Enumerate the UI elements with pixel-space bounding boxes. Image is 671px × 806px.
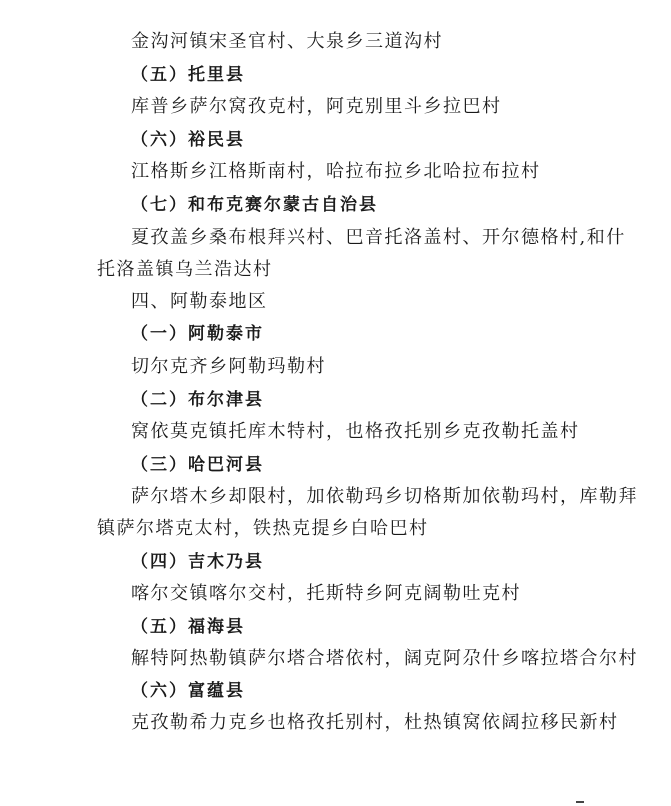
village-list-line: 夏孜盖乡桑布根拜兴村、巴音托洛盖村、开尔德格村,和什 bbox=[131, 227, 626, 248]
county-heading: （二）布尔津县 bbox=[131, 390, 264, 410]
region-heading: 四、阿勒泰地区 bbox=[131, 291, 268, 312]
village-list-line: 江格斯乡江格斯南村，哈拉布拉乡北哈拉布拉村 bbox=[131, 161, 541, 182]
county-heading: （一）阿勒泰市 bbox=[131, 324, 264, 344]
village-list-line: 金沟河镇宋圣官村、大泉乡三道沟村 bbox=[131, 31, 443, 52]
county-heading: （六）裕民县 bbox=[131, 130, 245, 150]
village-list-line: 解特阿热勒镇萨尔塔合塔依村，阔克阿尕什乡喀拉塔合尔村 bbox=[131, 648, 638, 669]
county-heading: （四）吉木乃县 bbox=[131, 552, 264, 572]
village-list-line: 喀尔交镇喀尔交村，托斯特乡阿克阔勒吐克村 bbox=[131, 583, 521, 604]
village-list-line: 库普乡萨尔窝孜克村，阿克别里斗乡拉巴村 bbox=[131, 96, 502, 117]
village-list-line: 克孜勒希力克乡也格孜托别村，杜热镇窝依阔拉移民新村 bbox=[131, 712, 619, 733]
village-list-line: 窝依莫克镇托库木特村，也格孜托别乡克孜勒托盖村 bbox=[131, 421, 580, 442]
county-heading: （三）哈巴河县 bbox=[131, 455, 264, 475]
county-heading: （五）托里县 bbox=[131, 65, 245, 85]
county-heading: （七）和布克赛尔蒙古自治县 bbox=[131, 195, 378, 215]
page-edge-mark bbox=[576, 801, 584, 803]
village-list-line-continued: 镇萨尔塔克太村，铁热克提乡白哈巴村 bbox=[97, 518, 429, 539]
village-list-line: 萨尔塔木乡却限村，加依勒玛乡切格斯加依勒玛村，库勒拜 bbox=[131, 486, 638, 507]
county-heading: （六）富蕴县 bbox=[131, 681, 245, 701]
village-list-line: 切尔克齐乡阿勒玛勒村 bbox=[131, 356, 326, 377]
village-list-line-continued: 托洛盖镇乌兰浩达村 bbox=[97, 259, 273, 280]
county-heading: （五）福海县 bbox=[131, 617, 245, 637]
